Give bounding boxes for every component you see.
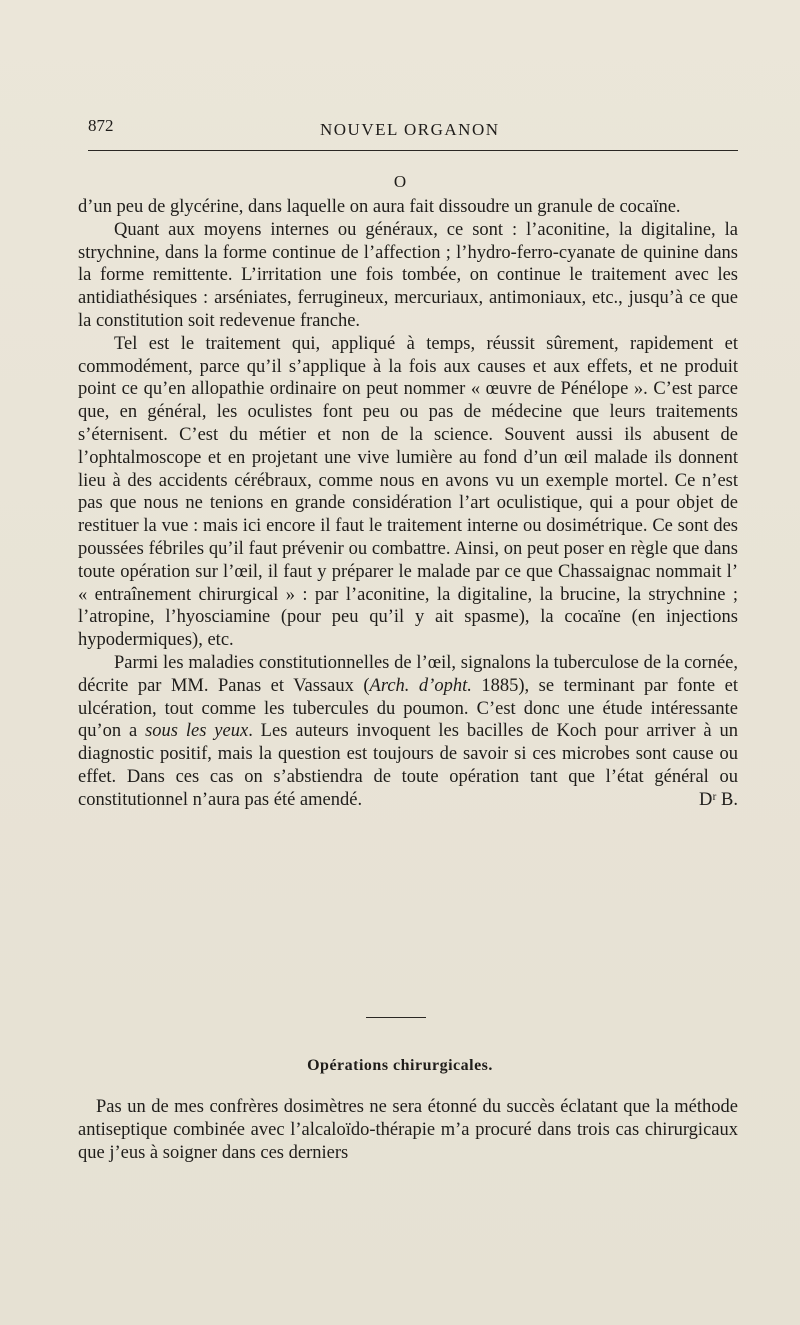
paragraph: Tel est le traitement qui, appliqué à temps, réussit sûrement, rapidement et commodément, parce qu’il s’applique à la fois aux causes et aux effets, et ne produit point ce qu’en allopathie ordinaire on peut nommer « œuvre de Pénélope ». C’est parce que, en général, les oculistes font peu ou pas de médecine que leurs traitements s’éternisent. C’est du métier et non de la science. Souvent aussi ils abusent de l’ophtalmoscope et en projetant une vive lumière au fond d’un œil malade ils donnent lieu à des accidents cérébraux, comme nous en avons vu un exemple mortel. Ce n’est pas que nous ne tenions en grande considération l’art oculistique, qui a pour objet de restituer la vue : mais ici encore il faut le traitement interne ou dosimétrique. Ce sont des poussées fébriles qu’il faut prévenir ou combattre. Ainsi, on peut poser en règle que dans toute opération sur l’œil, il faut y préparer le malade par ce que Chassaignac nommait l’ « entraînement chirurgical » : par l’aconitine, la digitaline, la brucine, la strychnine ; l’atropine, l’hyosciamine (pour peu qu’il y ait spasme), la cocaïne (en injections hypodermiques), etc. xyxy=(78,333,738,651)
section-letter: O xyxy=(393,172,407,191)
paragraph-tuberculose xyxy=(78,652,738,812)
page-number: 872 xyxy=(88,116,114,135)
main-text xyxy=(78,196,738,812)
paragraph-text: Parmi les maladies constitutionnelles de l’œil, signalons la tuberculose de la cornée, décrite par MM. Panas et Vassaux ( xyxy=(78,652,738,696)
journal-reference: Arch. d’opht. xyxy=(369,675,472,696)
section-divider xyxy=(366,1017,426,1018)
page-header xyxy=(88,116,738,146)
header-rule xyxy=(88,150,738,151)
section-heading: Opérations chirurgicales. xyxy=(307,1057,493,1074)
paragraph: Quant aux moyens internes ou généraux, ce sont : l’aconitine, la digitaline, la strychnine, dans la forme continue de l’affection ; l’hydro-ferro-cyanate de quinine dans la forme remittente. L’irritation une fois tombée, on continue le traitement avec les antidiathésiques : arséniates, ferrugineux, mercuriaux, antimoniaux, etc., jusqu’à ce que la constitution soit redevenue franche. xyxy=(78,219,738,331)
paragraph-text: 1885), se terminant par fonte et ulcération, tout comme les tubercules du poumon. C’est donc une étude intéressante qu’on a xyxy=(78,675,738,742)
section-text xyxy=(78,1096,738,1164)
journal-title: sous les yeux xyxy=(145,721,249,742)
paragraph-text: . Les auteurs invoquent les bacilles de Koch pour arriver à un diagnostic positif, mais la question est toujours de savoir si ces microbes sont cause ou effet. Dans ces cas on s’abstiendra de toute opération tant que l’état général ou constitutionnel n’aura pas été amendé. xyxy=(78,721,738,810)
running-title: NOUVEL ORGANON xyxy=(320,120,500,139)
paragraph: Pas un de mes confrères dosimètres ne sera étonné du succès éclatant que la méthode antiseptique combinée avec l’alcaloïdo-thérapie m’a procuré dans trois cas chirurgicaux que j’eus à soigner dans ces derniers xyxy=(78,1097,738,1163)
paragraph: d’un peu de glycérine, dans laquelle on aura fait dissoudre un granule de cocaïne. xyxy=(78,197,681,217)
signature: Dʳ B. xyxy=(699,789,738,810)
